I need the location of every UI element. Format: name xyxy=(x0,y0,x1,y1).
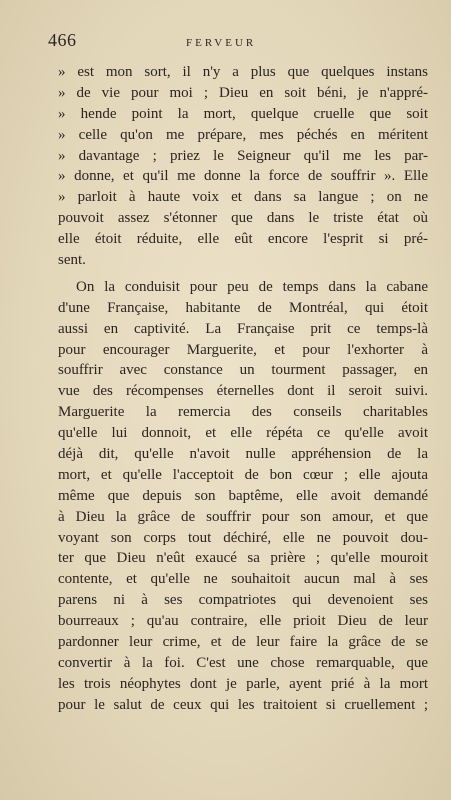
text-line: pour encourager Marguerite, et pour l'exhorter à xyxy=(58,341,428,358)
text-line: On la conduisit pour peu de temps dans la cabane xyxy=(76,278,428,295)
text-line: pardonner leur crime, et de leur faire la grâce de se xyxy=(58,634,428,651)
body-text xyxy=(58,62,428,716)
text-line: convertir à la foi. C'est une chose remarquable, que xyxy=(58,654,428,671)
text-line: pour le salut de ceux qui les traitoient si cruellement ; xyxy=(58,696,428,713)
text-line: aussi en captivité. La Française prit ce temps-là xyxy=(58,320,428,337)
text-line: à Dieu la grâce de souffrir pour son amour, et que xyxy=(58,508,428,525)
text-line: » parloit à haute voix et dans sa langue ; on ne xyxy=(58,189,428,206)
text-line: même que depuis son baptême, elle avoit demandé xyxy=(58,487,428,504)
text-line: elle étoit réduite, elle eût encore l'esprit si pré- xyxy=(58,231,428,248)
text-line: » celle qu'on me prépare, mes péchés en méritent xyxy=(58,126,428,143)
text-line: » hende point la mort, quelque cruelle que soit xyxy=(58,105,428,122)
text-line: » donne, et qu'il me donne la force de souffrir ». Elle xyxy=(58,168,428,185)
text-line: Marguerite la remercia des conseils charitables xyxy=(58,404,428,421)
text-line: qu'elle lui donnoit, et elle répéta ce qu'elle avoit xyxy=(58,425,428,442)
page-number: 466 xyxy=(48,30,77,50)
text-line: pouvoit assez s'étonner que dans le triste état où xyxy=(58,210,428,227)
text-line: déjà dit, qu'elle n'avoit nulle appréhension de la xyxy=(58,446,428,463)
running-head: FERVEUR xyxy=(186,37,257,49)
paragraph-2 xyxy=(58,277,428,716)
text-line: vue des récompenses éternelles dont il seroit suivi. xyxy=(58,383,428,400)
text-line: souffrir avec constance un tourment passager, en xyxy=(58,362,428,379)
text-line: d'une Française, habitante de Montréal, qui étoit xyxy=(58,299,428,316)
text-line: contente, et qu'elle ne souhaitoit aucun mal à ses xyxy=(58,571,428,588)
text-line: mort, et qu'elle l'acceptoit de bon cœur ; elle ajouta xyxy=(58,466,428,483)
text-line: » davantage ; priez le Seigneur qu'il me les par- xyxy=(58,147,428,164)
paragraph-1 xyxy=(58,62,428,271)
page-header xyxy=(48,30,421,52)
text-line: bourreaux ; qu'au contraire, elle prioit Dieu de leur xyxy=(58,613,428,630)
text-line: parens ni à ses compatriotes qui devenoient ses xyxy=(58,592,428,609)
text-line: voyant son corps tout déchiré, elle ne pouvoit dou- xyxy=(58,529,428,546)
text-line: » est mon sort, il n'y a plus que quelques instans xyxy=(58,64,428,80)
text-line: les trois néophytes dont je parle, ayent prié à la mort xyxy=(58,675,428,692)
text-line: » de vie pour moi ; Dieu en soit béni, je n'appré- xyxy=(58,84,428,101)
text-line: sent. xyxy=(58,252,86,269)
text-line: ter que Dieu n'eût exaucé sa prière ; qu'elle mouroit xyxy=(58,550,428,567)
